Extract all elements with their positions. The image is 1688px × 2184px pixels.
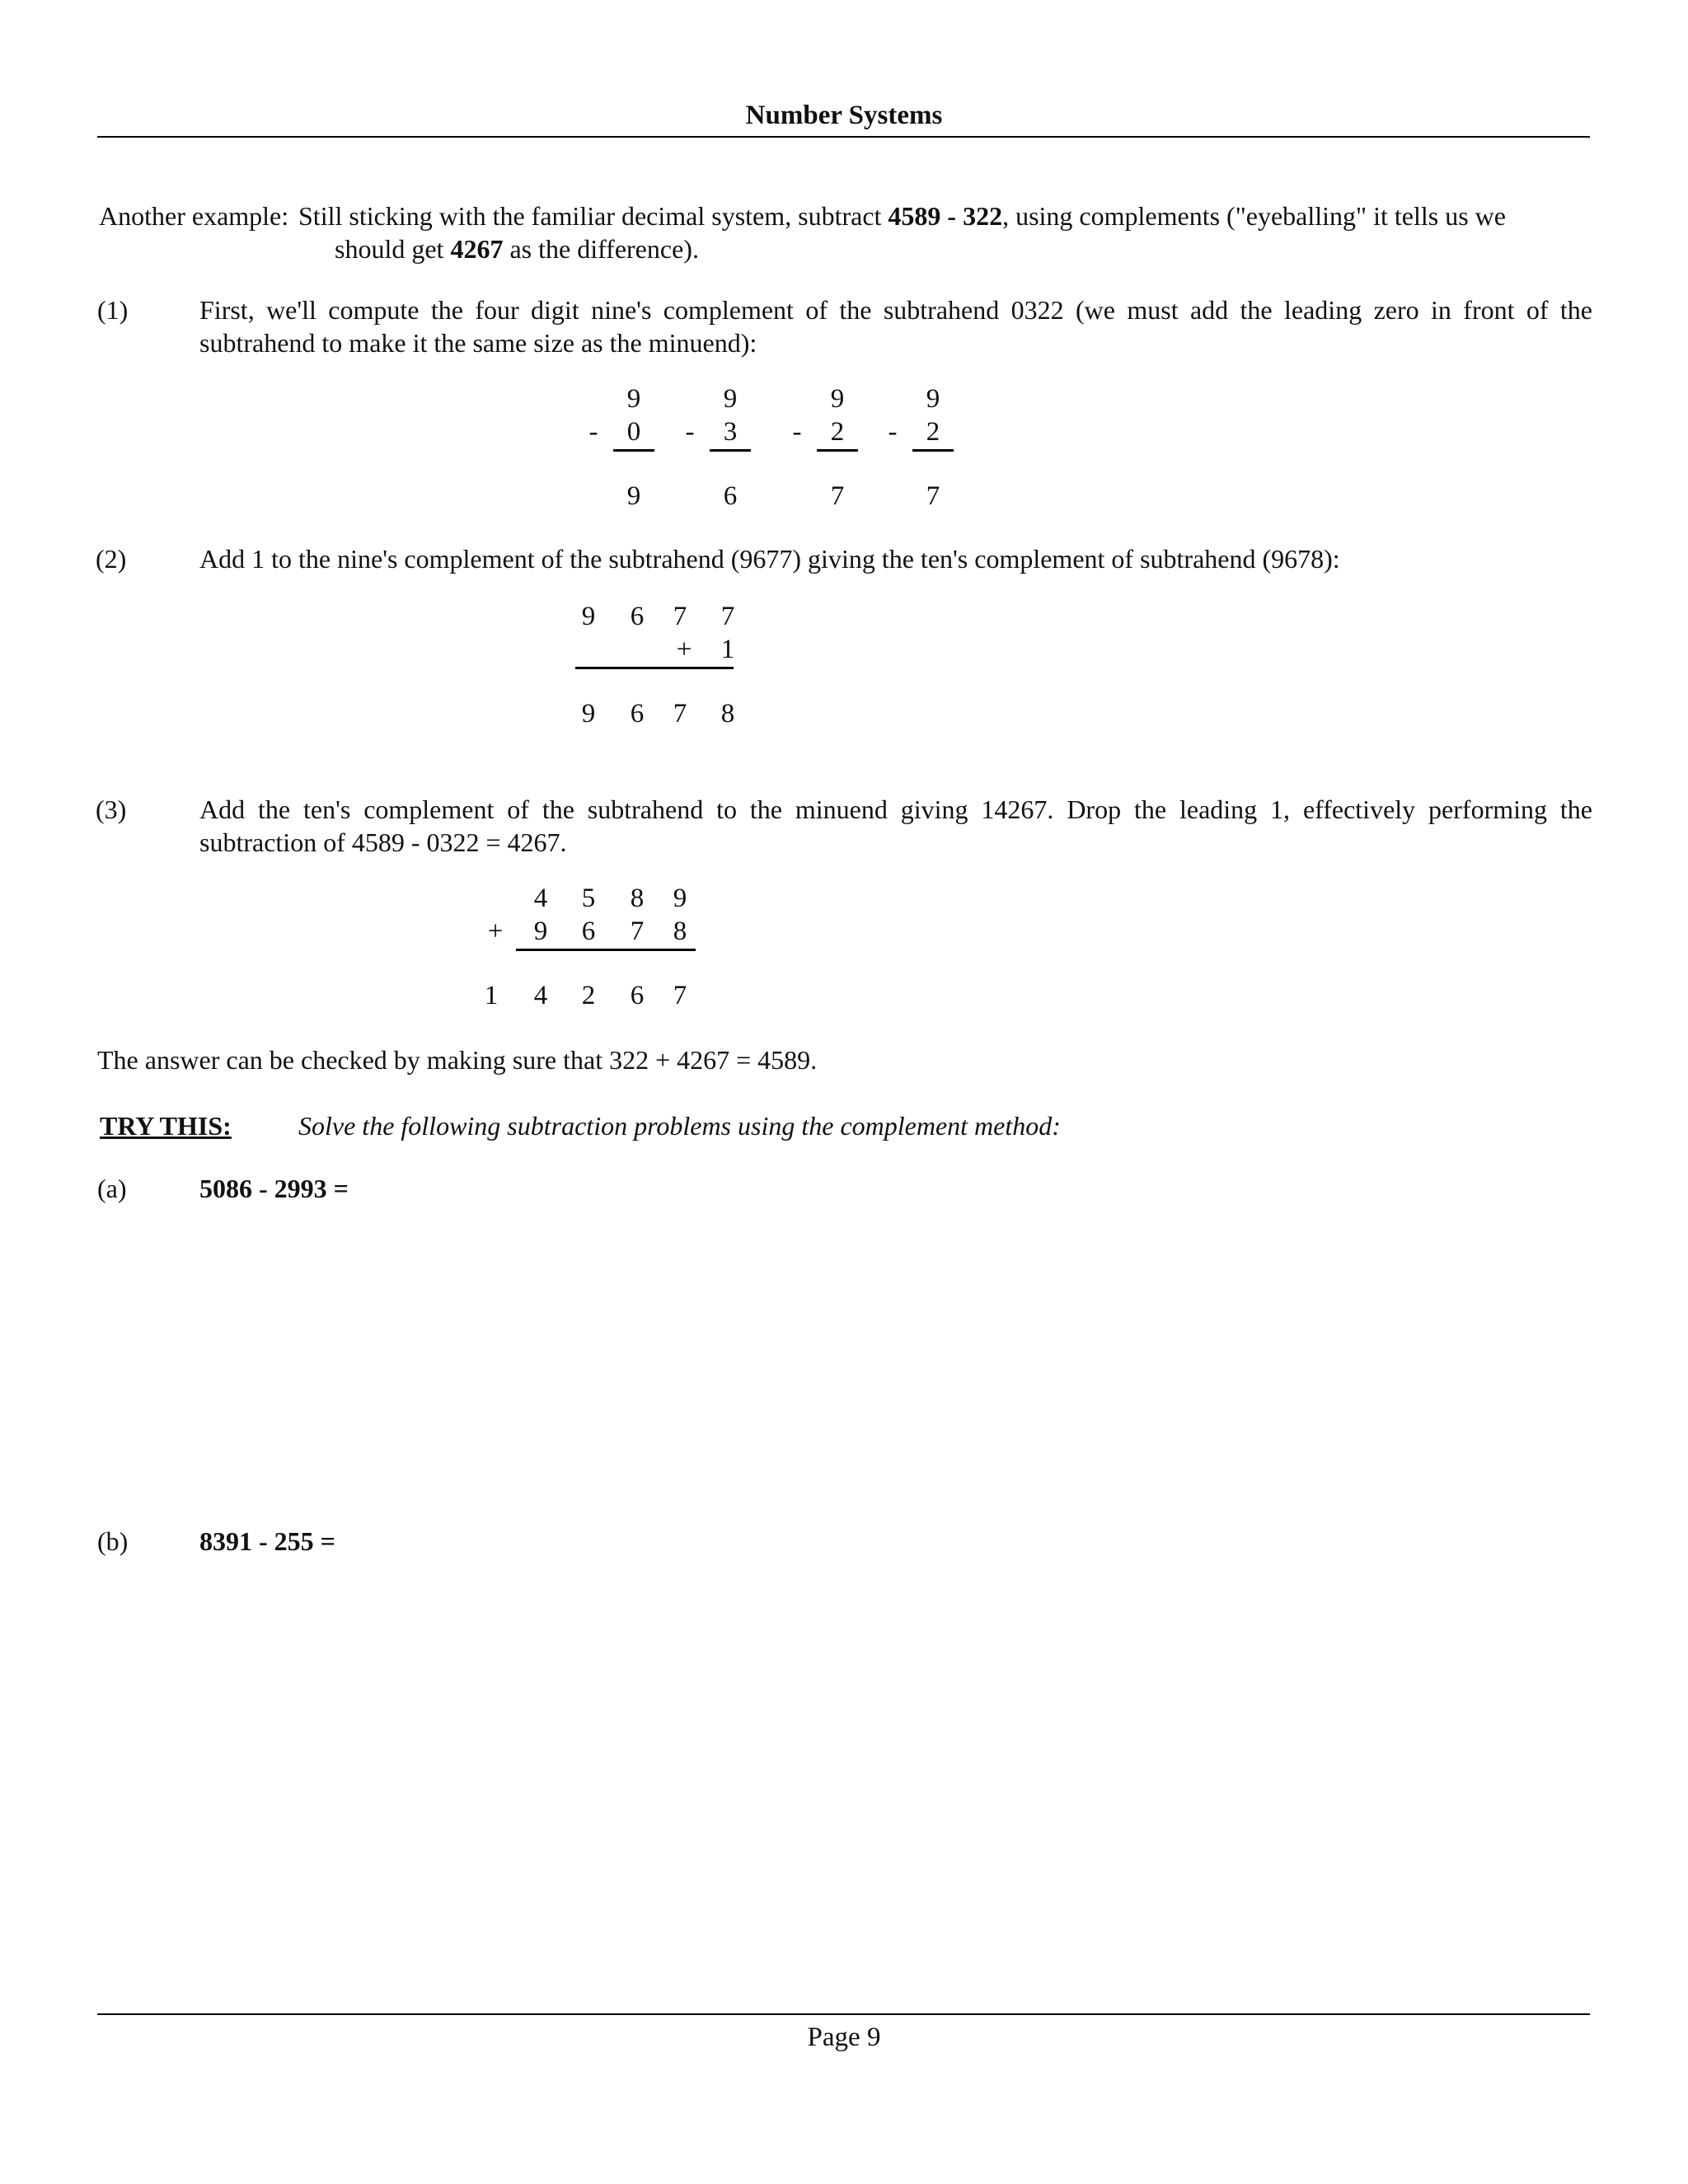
step3-sum-rule [516, 949, 696, 951]
problem-a-label: (a) [97, 1174, 127, 1203]
problem-b-expression: 8391 - 255 = [199, 1526, 335, 1556]
col4-subtract-digit: 2 [926, 417, 940, 447]
step2-text: Add 1 to the nine's complement of the subtrahend (9677) giving the ten's complement of subtrahend (9678): [199, 544, 1340, 574]
step2-row1-digit-3: 7 [673, 602, 687, 631]
step2-plus-sign: + [676, 635, 692, 664]
col1-underline [613, 449, 654, 452]
col4-underline [912, 449, 954, 452]
step1-line-2: subtrahend to make it the same size as the minuend): [199, 328, 757, 358]
step1-line-1: First, we'll compute the four digit nine's complement of the subtrahend 0322 (we must add the leading zero in front of the [199, 295, 1592, 325]
intro-bold-expression: 4589 - 322 [888, 201, 1003, 231]
step2-result-digit-1: 9 [581, 699, 596, 729]
header-rule [97, 136, 1590, 138]
step3-row2-digit-3: 7 [630, 916, 645, 946]
step2-result-digit-3: 7 [673, 699, 687, 729]
step3-dropped-carry [475, 979, 508, 1012]
step3-line-1: Add the ten's complement of the subtrahend to the minuend giving 14267. Drop the leading 1, effectively performing the [199, 794, 1592, 824]
col1-subtract-digit: 0 [626, 417, 641, 447]
problem-a-expression: 5086 - 2993 = [199, 1174, 349, 1203]
intro-line-1: Still sticking with the familiar decimal system, subtract 4589 - 322, using complements ("eyeballing" it tells us we [298, 201, 1506, 231]
col3-result-digit: 7 [830, 481, 845, 511]
try-this-instruction: Solve the following subtraction problems using the complement method: [298, 1111, 1061, 1141]
step3-row1-digit-4: 9 [673, 883, 687, 913]
problem-b-label: (b) [97, 1526, 129, 1556]
col3-minus-sign: - [792, 417, 802, 447]
step2-result-digit-2: 6 [630, 699, 645, 729]
col4-top-digit: 9 [926, 384, 940, 414]
step3-result-digit-1: 4 [533, 981, 548, 1010]
col3-underline [817, 449, 858, 452]
step2-row1-digit-4: 7 [720, 602, 735, 631]
step2-row1-digit-1: 9 [581, 602, 596, 631]
step3-plus-sign: + [487, 916, 504, 946]
step3-row2-digit-1: 9 [533, 916, 548, 946]
intro-line-2: should get 4267 as the difference). [335, 234, 699, 264]
step3-result-digit-4: 7 [673, 981, 687, 1010]
step2-sum-rule [575, 667, 734, 669]
col2-underline [710, 449, 751, 452]
step2-row1-digit-2: 6 [630, 602, 645, 631]
step3-row2-digit-4: 8 [673, 916, 687, 946]
dropped-carry-strikethrough: 1 [484, 981, 499, 1010]
step3-number: (3) [96, 794, 127, 824]
col3-top-digit: 9 [830, 384, 845, 414]
intro-bold-answer: 4267 [450, 234, 504, 264]
step1-number: (1) [97, 295, 129, 325]
check-sentence: The answer can be checked by making sure that 322 + 4267 = 4589. [97, 1045, 818, 1075]
col2-minus-sign: - [685, 417, 695, 447]
col3-subtract-digit: 2 [830, 417, 845, 447]
col1-minus-sign: - [588, 417, 598, 447]
step3-row1-digit-1: 4 [533, 883, 548, 913]
step2-addend-digit: 1 [720, 635, 735, 664]
step3-line-2: subtraction of 4589 - 0322 = 4267. [199, 827, 567, 857]
step3-result-digit-3: 6 [630, 981, 645, 1010]
col1-top-digit: 9 [626, 384, 641, 414]
col2-subtract-digit: 3 [723, 417, 738, 447]
intro-label: Another example: [99, 201, 289, 231]
step3-row1-digit-3: 8 [630, 883, 645, 913]
try-this-label: TRY THIS: [100, 1111, 232, 1141]
step3-row1-digit-2: 5 [581, 883, 596, 913]
page-number: Page 9 [807, 2022, 881, 2052]
col2-top-digit: 9 [723, 384, 738, 414]
footer-rule [97, 2013, 1590, 2015]
step3-result-digit-2: 2 [581, 981, 596, 1010]
step2-result-digit-4: 8 [720, 699, 735, 729]
col1-result-digit: 9 [626, 481, 641, 511]
col4-result-digit: 7 [926, 481, 940, 511]
col2-result-digit: 6 [723, 481, 738, 511]
step2-number: (2) [96, 544, 127, 574]
page-header-title: Number Systems [745, 101, 943, 130]
col4-minus-sign: - [888, 417, 898, 447]
step3-row2-digit-2: 6 [581, 916, 596, 946]
